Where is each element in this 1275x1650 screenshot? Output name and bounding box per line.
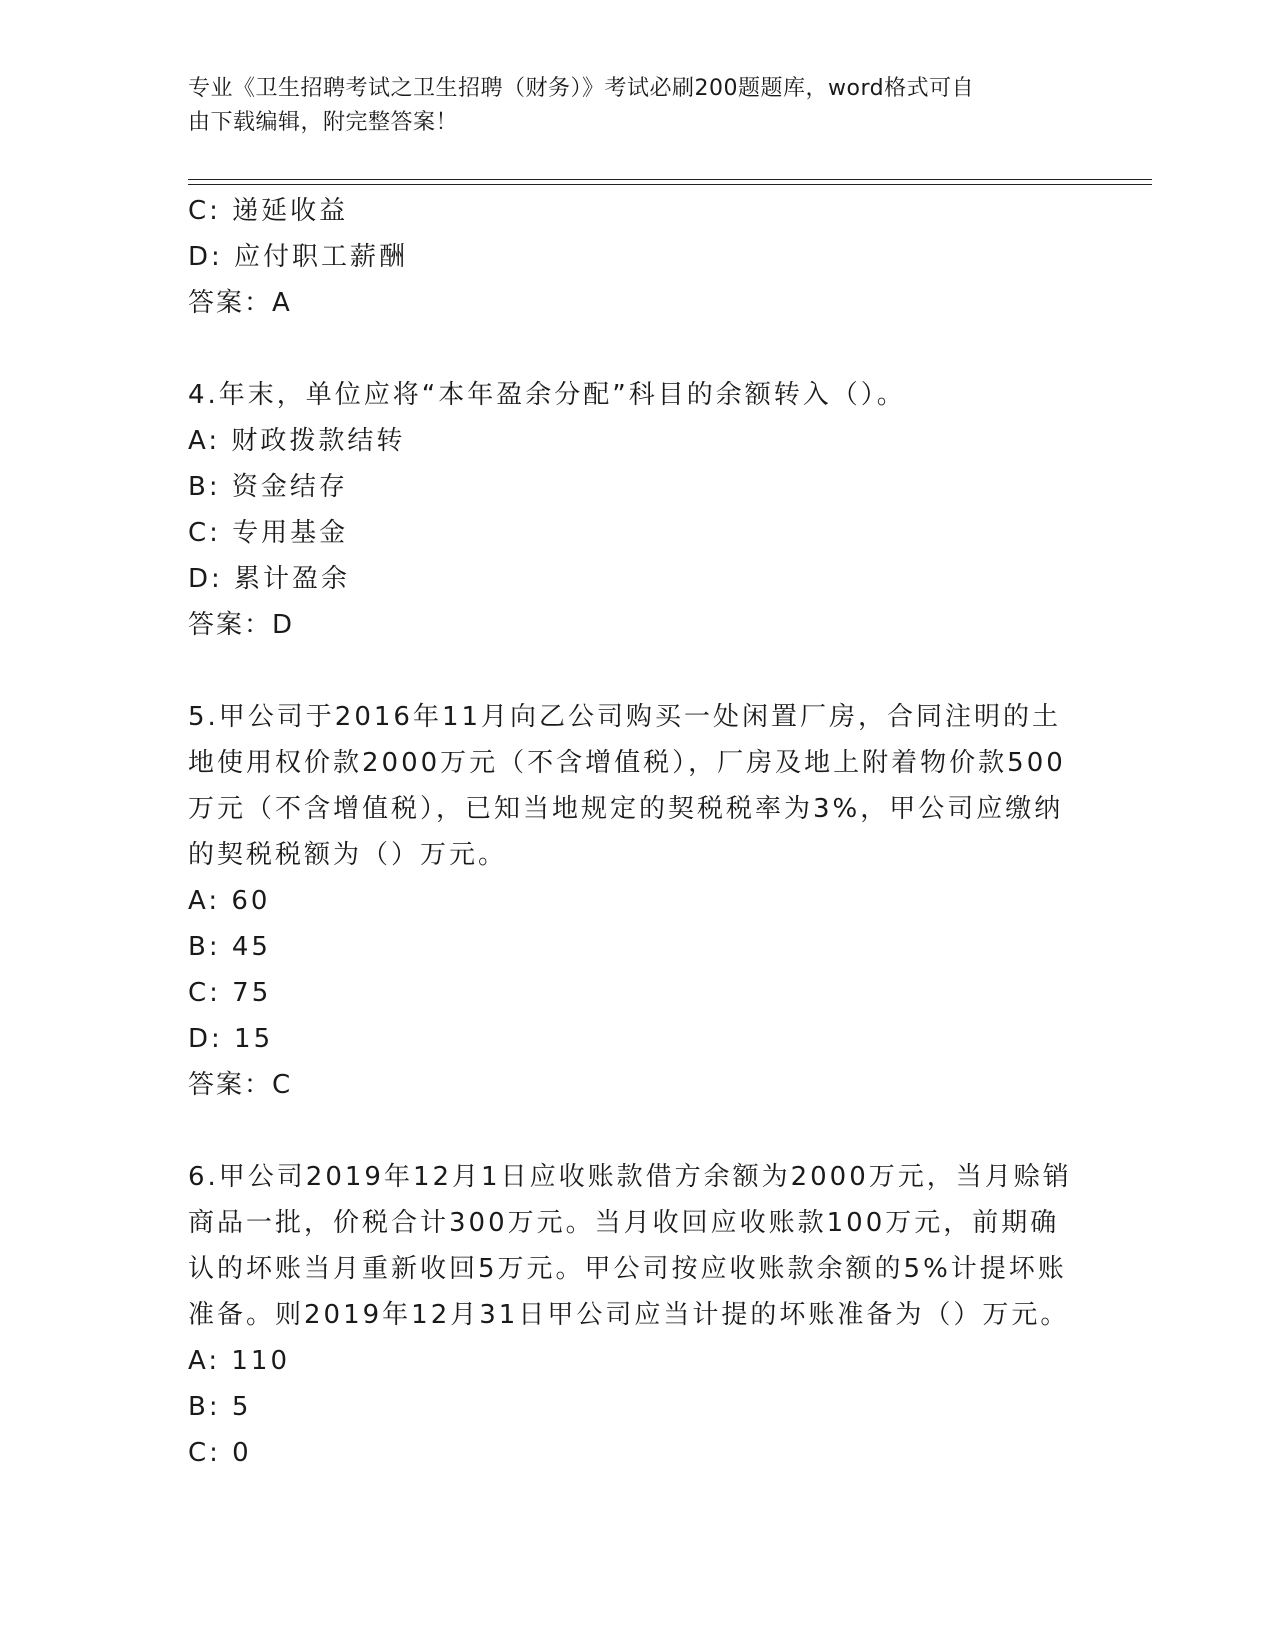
question-4 — [188, 372, 1088, 648]
option-a: A: 110 — [188, 1346, 290, 1376]
option-c: C: 专用基金 — [188, 518, 349, 548]
question-stem-line: 准备。则2019年12月31日甲公司应当计提的坏账准备为（）万元。 — [188, 1300, 1070, 1330]
option-d: D: 应付职工薪酬 — [188, 242, 409, 272]
question-stem-line: 的契税税额为（）万元。 — [188, 840, 508, 870]
option-c: C: 75 — [188, 978, 272, 1008]
option-d: D: 15 — [188, 1024, 274, 1054]
header-line-1: 专业《卫生招聘考试之卫生招聘（财务）》考试必刷200题题库，word格式可自 — [188, 76, 975, 101]
document-header — [188, 72, 1068, 140]
document-body — [188, 188, 1088, 1476]
question-6 — [188, 1154, 1088, 1476]
prev-question-block — [188, 188, 1088, 326]
option-a: A: 60 — [188, 886, 271, 916]
option-d: D: 累计盈余 — [188, 564, 351, 594]
question-stem-line: 商品一批，价税合计300万元。当月收回应收账款100万元，前期确 — [188, 1208, 1060, 1238]
option-c: C: 0 — [188, 1438, 252, 1468]
question-stem-line: 5.甲公司于2016年11月向乙公司购买一处闲置厂房，合同注明的土 — [188, 702, 1062, 732]
spacer — [188, 326, 1088, 372]
answer-line: 答案：C — [188, 1070, 293, 1100]
header-rule-bottom — [188, 184, 1152, 185]
answer-line: 答案：A — [188, 288, 292, 318]
question-stem-line: 4.年末，单位应将“本年盈余分配”科目的余额转入（）。 — [188, 380, 906, 410]
option-a: A: 财政拨款结转 — [188, 426, 406, 456]
option-b: B: 资金结存 — [188, 472, 348, 502]
option-c: C: 递延收益 — [188, 196, 349, 226]
question-5 — [188, 694, 1088, 1108]
spacer — [188, 1108, 1088, 1154]
header-line-2: 由下载编辑，附完整答案！ — [188, 110, 459, 135]
header-rule-top — [188, 179, 1152, 180]
option-b: B: 5 — [188, 1392, 252, 1422]
question-stem-line: 地使用权价款2000万元（不含增值税），厂房及地上附着物价款500 — [188, 748, 1066, 778]
option-b: B: 45 — [188, 932, 271, 962]
spacer — [188, 648, 1088, 694]
question-stem-line: 6.甲公司2019年12月1日应收账款借方余额为2000万元，当月赊销 — [188, 1162, 1072, 1192]
question-stem-line: 万元（不含增值税），已知当地规定的契税税率为3%，甲公司应缴纳 — [188, 794, 1064, 824]
answer-line: 答案：D — [188, 610, 295, 640]
question-stem-line: 认的坏账当月重新收回5万元。甲公司按应收账款余额的5%计提坏账 — [188, 1254, 1067, 1284]
